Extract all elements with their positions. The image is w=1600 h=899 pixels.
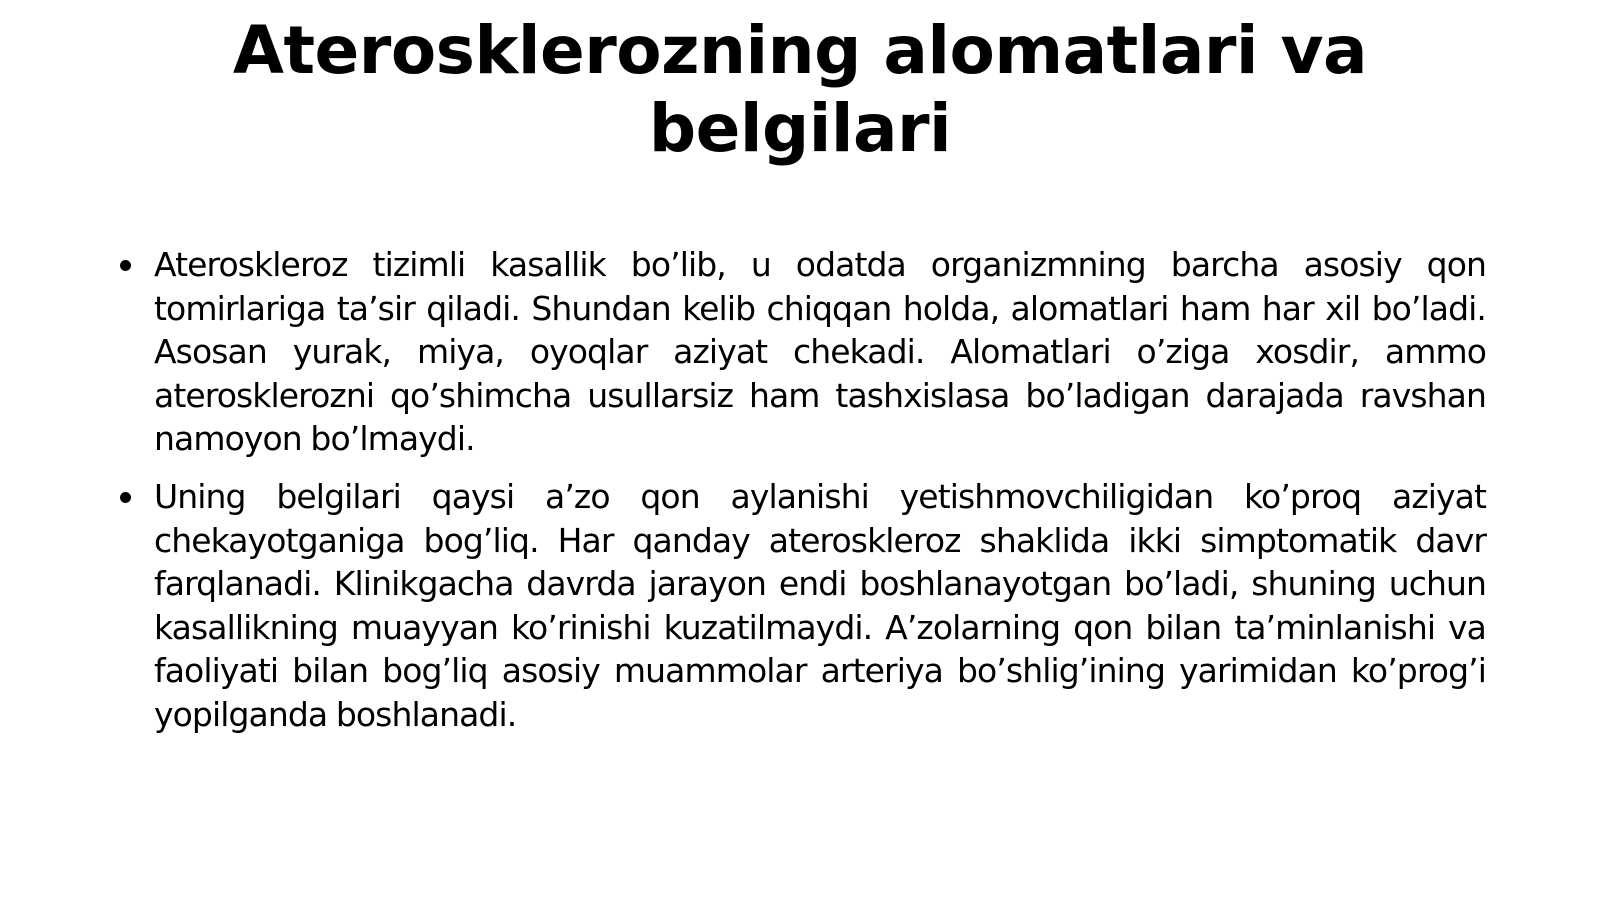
bullet-item <box>120 243 1486 461</box>
bullet-item <box>120 475 1486 737</box>
bullet-list <box>120 243 1486 751</box>
slide-title: Aterosklerozning alomatlari va belgilari <box>232 12 1368 167</box>
bullet-dot-icon <box>120 492 131 503</box>
bullet-text: Uning belgilari qaysi a’zo qon aylanishi yetishmovchiligidan ko’proq aziyat chekayotganiga bog’liq. Har qanday ateroskleroz shaklida ikki simptomatik davr farqlanadi. Klinikgacha davrda jarayon endi boshlanayotgan bo’ladi, shuning uchun kasallikning muayyan ko’rinishi kuzatilmaydi. A’zolarning qon bilan ta’minlanishi va faoliyati bilan bog’liq asosiy muammolar arteriya bo’shlig’ining yarimidan ko’prog’i yopilganda boshlanadi. <box>154 476 1486 734</box>
bullet-dot-icon <box>120 260 131 271</box>
bullet-text: Ateroskleroz tizimli kasallik bo’lib, u odatda organizmning barcha asosiy qon tomirlariga ta’sir qiladi. Shundan kelib chiqqan holda, alomatlari ham har xil bo’ladi. Asosan yurak, miya, oyoqlar aziyat chekadi. Alomatlari o’ziga xosdir, ammo aterosklerozni qo’shimcha usullarsiz ham tashxislasa bo’ladigan darajada ravshan namoyon bo’lmaydi. <box>154 245 1486 459</box>
